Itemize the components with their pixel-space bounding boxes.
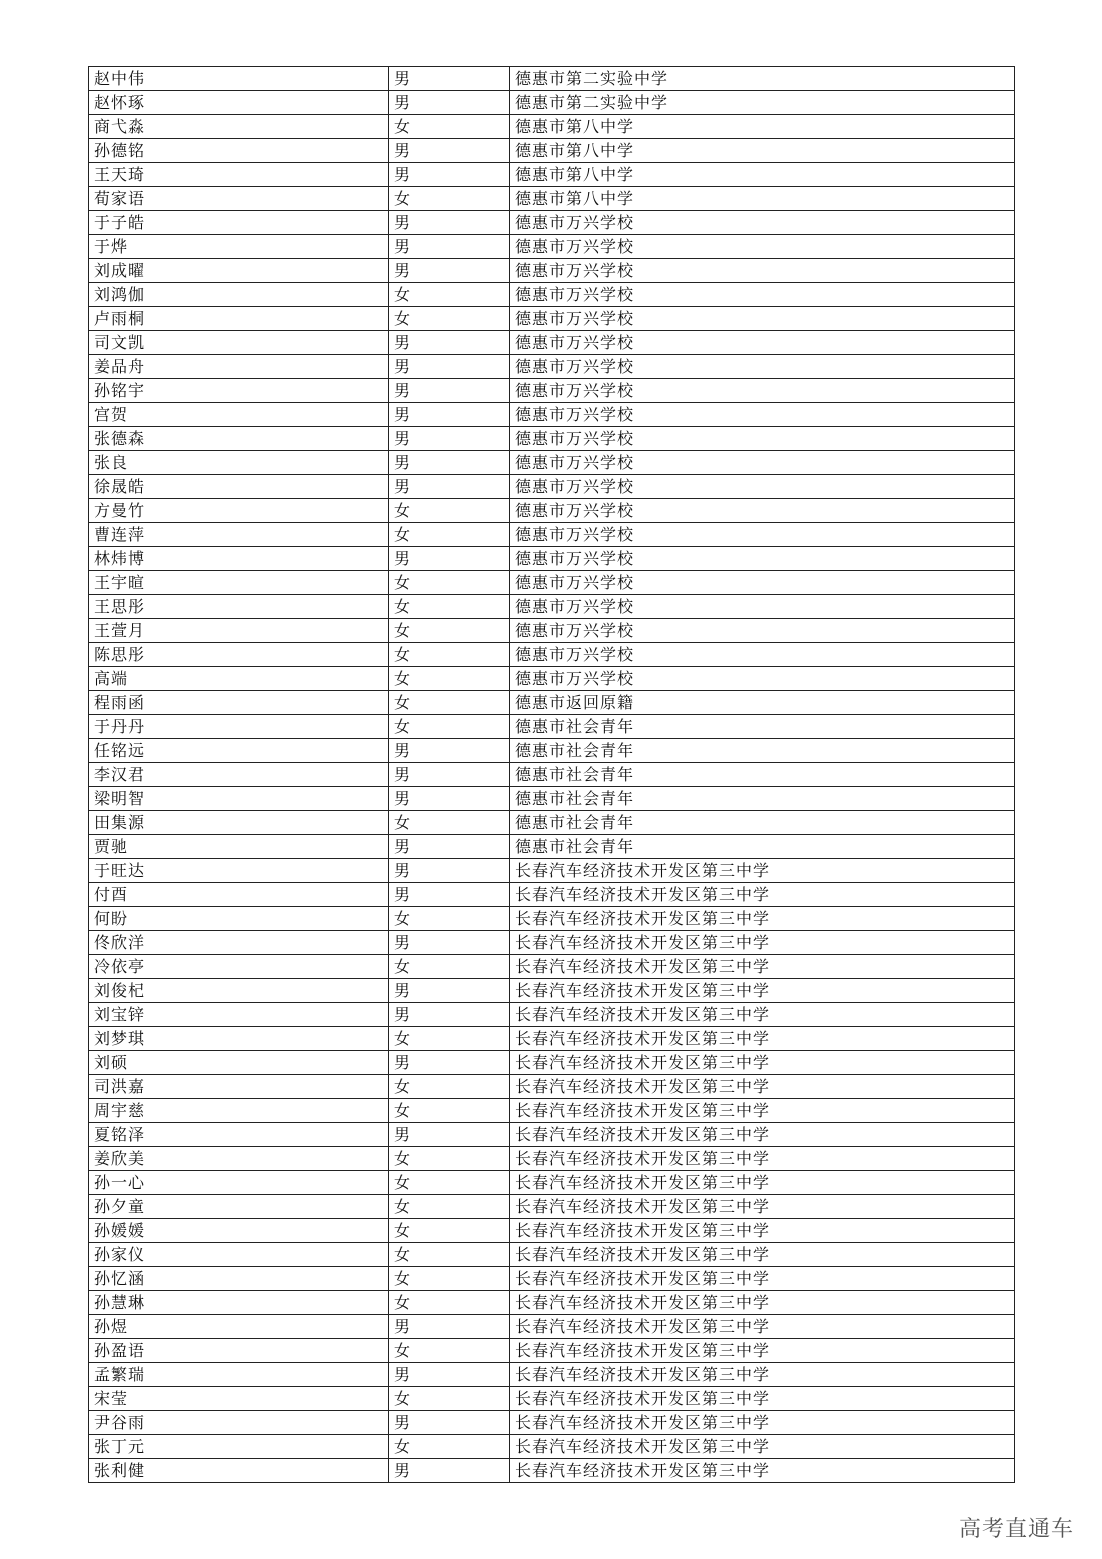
name-cell: 冷依亭 <box>89 955 389 979</box>
gender-cell: 女 <box>389 1075 510 1099</box>
name-cell: 方曼竹 <box>89 499 389 523</box>
school-cell: 长春汽车经济技术开发区第三中学 <box>510 859 1015 883</box>
table-row <box>89 547 1015 571</box>
table-row <box>89 1315 1015 1339</box>
table-row <box>89 1363 1015 1387</box>
name-cell: 刘俊杞 <box>89 979 389 1003</box>
school-cell: 德惠市第八中学 <box>510 139 1015 163</box>
gender-cell: 女 <box>389 907 510 931</box>
table-row <box>89 955 1015 979</box>
table-row <box>89 1339 1015 1363</box>
table-row <box>89 643 1015 667</box>
school-cell: 德惠市万兴学校 <box>510 307 1015 331</box>
school-cell: 长春汽车经济技术开发区第三中学 <box>510 907 1015 931</box>
table-row <box>89 667 1015 691</box>
school-cell: 德惠市万兴学校 <box>510 643 1015 667</box>
name-cell: 张利健 <box>89 1459 389 1483</box>
table-row <box>89 1075 1015 1099</box>
school-cell: 德惠市社会青年 <box>510 811 1015 835</box>
school-cell: 德惠市社会青年 <box>510 739 1015 763</box>
table-row <box>89 523 1015 547</box>
gender-cell: 男 <box>389 403 510 427</box>
school-cell: 德惠市万兴学校 <box>510 667 1015 691</box>
table-row <box>89 787 1015 811</box>
name-cell: 孙德铭 <box>89 139 389 163</box>
name-cell: 赵怀琢 <box>89 91 389 115</box>
name-cell: 李汉君 <box>89 763 389 787</box>
school-cell: 德惠市万兴学校 <box>510 283 1015 307</box>
table-row <box>89 451 1015 475</box>
name-cell: 佟欣洋 <box>89 931 389 955</box>
gender-cell: 男 <box>389 259 510 283</box>
gender-cell: 男 <box>389 139 510 163</box>
name-cell: 林炜博 <box>89 547 389 571</box>
school-cell: 长春汽车经济技术开发区第三中学 <box>510 1291 1015 1315</box>
school-cell: 长春汽车经济技术开发区第三中学 <box>510 1315 1015 1339</box>
school-cell: 长春汽车经济技术开发区第三中学 <box>510 1123 1015 1147</box>
gender-cell: 男 <box>389 1003 510 1027</box>
roster-body <box>89 67 1015 1483</box>
gender-cell: 女 <box>389 307 510 331</box>
table-row <box>89 1219 1015 1243</box>
table-row <box>89 1435 1015 1459</box>
name-cell: 司文凯 <box>89 331 389 355</box>
roster-table <box>88 66 1015 1483</box>
gender-cell: 男 <box>389 163 510 187</box>
name-cell: 孙盈语 <box>89 1339 389 1363</box>
name-cell: 卢雨桐 <box>89 307 389 331</box>
gender-cell: 女 <box>389 1435 510 1459</box>
gender-cell: 女 <box>389 715 510 739</box>
name-cell: 姜欣美 <box>89 1147 389 1171</box>
name-cell: 荀家语 <box>89 187 389 211</box>
gender-cell: 男 <box>389 835 510 859</box>
gender-cell: 女 <box>389 955 510 979</box>
table-row <box>89 883 1015 907</box>
table-row <box>89 259 1015 283</box>
name-cell: 高端 <box>89 667 389 691</box>
school-cell: 长春汽车经济技术开发区第三中学 <box>510 1219 1015 1243</box>
school-cell: 德惠市万兴学校 <box>510 619 1015 643</box>
gender-cell: 女 <box>389 1243 510 1267</box>
table-row <box>89 859 1015 883</box>
name-cell: 王萱月 <box>89 619 389 643</box>
school-cell: 德惠市社会青年 <box>510 715 1015 739</box>
table-row <box>89 211 1015 235</box>
name-cell: 宫贺 <box>89 403 389 427</box>
table-row <box>89 571 1015 595</box>
gender-cell: 女 <box>389 499 510 523</box>
school-cell: 德惠市万兴学校 <box>510 427 1015 451</box>
school-cell: 长春汽车经济技术开发区第三中学 <box>510 1195 1015 1219</box>
gender-cell: 男 <box>389 91 510 115</box>
table-row <box>89 1291 1015 1315</box>
gender-cell: 男 <box>389 355 510 379</box>
gender-cell: 女 <box>389 115 510 139</box>
school-cell: 德惠市第八中学 <box>510 187 1015 211</box>
table-row <box>89 475 1015 499</box>
table-row <box>89 1123 1015 1147</box>
school-cell: 长春汽车经济技术开发区第三中学 <box>510 883 1015 907</box>
school-cell: 德惠市第八中学 <box>510 163 1015 187</box>
table-row <box>89 187 1015 211</box>
gender-cell: 男 <box>389 931 510 955</box>
name-cell: 孙煜 <box>89 1315 389 1339</box>
name-cell: 孙一心 <box>89 1171 389 1195</box>
gender-cell: 男 <box>389 331 510 355</box>
gender-cell: 女 <box>389 643 510 667</box>
gender-cell: 男 <box>389 475 510 499</box>
school-cell: 长春汽车经济技术开发区第三中学 <box>510 1027 1015 1051</box>
name-cell: 梁明智 <box>89 787 389 811</box>
name-cell: 孙媛媛 <box>89 1219 389 1243</box>
table-row <box>89 403 1015 427</box>
table-row <box>89 763 1015 787</box>
name-cell: 徐晟皓 <box>89 475 389 499</box>
school-cell: 德惠市万兴学校 <box>510 355 1015 379</box>
school-cell: 德惠市第八中学 <box>510 115 1015 139</box>
gender-cell: 女 <box>389 1171 510 1195</box>
gender-cell: 女 <box>389 1099 510 1123</box>
school-cell: 长春汽车经济技术开发区第三中学 <box>510 1459 1015 1483</box>
table-row <box>89 331 1015 355</box>
name-cell: 张丁元 <box>89 1435 389 1459</box>
name-cell: 孟繁瑞 <box>89 1363 389 1387</box>
school-cell: 德惠市万兴学校 <box>510 547 1015 571</box>
gender-cell: 男 <box>389 235 510 259</box>
table-row <box>89 1147 1015 1171</box>
name-cell: 贾驰 <box>89 835 389 859</box>
gender-cell: 女 <box>389 1219 510 1243</box>
name-cell: 曹连萍 <box>89 523 389 547</box>
gender-cell: 男 <box>389 1051 510 1075</box>
table-row <box>89 595 1015 619</box>
school-cell: 德惠市万兴学校 <box>510 499 1015 523</box>
table-row <box>89 931 1015 955</box>
table-row <box>89 1411 1015 1435</box>
name-cell: 宋莹 <box>89 1387 389 1411</box>
name-cell: 于丹丹 <box>89 715 389 739</box>
table-row <box>89 115 1015 139</box>
name-cell: 张德森 <box>89 427 389 451</box>
name-cell: 王天琦 <box>89 163 389 187</box>
gender-cell: 女 <box>389 595 510 619</box>
school-cell: 德惠市社会青年 <box>510 763 1015 787</box>
school-cell: 德惠市万兴学校 <box>510 211 1015 235</box>
name-cell: 刘宝锌 <box>89 1003 389 1027</box>
school-cell: 德惠市社会青年 <box>510 835 1015 859</box>
gender-cell: 男 <box>389 451 510 475</box>
table-row <box>89 1387 1015 1411</box>
name-cell: 张良 <box>89 451 389 475</box>
table-row <box>89 1051 1015 1075</box>
name-cell: 司洪嘉 <box>89 1075 389 1099</box>
name-cell: 夏铭泽 <box>89 1123 389 1147</box>
name-cell: 何盼 <box>89 907 389 931</box>
table-row <box>89 139 1015 163</box>
name-cell: 孙忆涵 <box>89 1267 389 1291</box>
school-cell: 德惠市万兴学校 <box>510 331 1015 355</box>
gender-cell: 男 <box>389 787 510 811</box>
school-cell: 长春汽车经济技术开发区第三中学 <box>510 1435 1015 1459</box>
gender-cell: 女 <box>389 1291 510 1315</box>
gender-cell: 女 <box>389 1267 510 1291</box>
school-cell: 长春汽车经济技术开发区第三中学 <box>510 1387 1015 1411</box>
school-cell: 长春汽车经济技术开发区第三中学 <box>510 1363 1015 1387</box>
gender-cell: 男 <box>389 547 510 571</box>
name-cell: 刘硕 <box>89 1051 389 1075</box>
school-cell: 长春汽车经济技术开发区第三中学 <box>510 1171 1015 1195</box>
name-cell: 刘鸿伽 <box>89 283 389 307</box>
table-row <box>89 1003 1015 1027</box>
table-row <box>89 1195 1015 1219</box>
gender-cell: 男 <box>389 427 510 451</box>
school-cell: 长春汽车经济技术开发区第三中学 <box>510 1339 1015 1363</box>
school-cell: 德惠市万兴学校 <box>510 403 1015 427</box>
gender-cell: 女 <box>389 523 510 547</box>
school-cell: 德惠市万兴学校 <box>510 451 1015 475</box>
name-cell: 赵中伟 <box>89 67 389 91</box>
name-cell: 王思彤 <box>89 595 389 619</box>
name-cell: 于子皓 <box>89 211 389 235</box>
name-cell: 任铭远 <box>89 739 389 763</box>
gender-cell: 男 <box>389 1123 510 1147</box>
school-cell: 长春汽车经济技术开发区第三中学 <box>510 1243 1015 1267</box>
school-cell: 德惠市第二实验中学 <box>510 67 1015 91</box>
table-row <box>89 1099 1015 1123</box>
name-cell: 孙夕童 <box>89 1195 389 1219</box>
name-cell: 周宇慈 <box>89 1099 389 1123</box>
table-row <box>89 1171 1015 1195</box>
table-row <box>89 163 1015 187</box>
school-cell: 长春汽车经济技术开发区第三中学 <box>510 955 1015 979</box>
gender-cell: 女 <box>389 283 510 307</box>
gender-cell: 男 <box>389 883 510 907</box>
school-cell: 长春汽车经济技术开发区第三中学 <box>510 1147 1015 1171</box>
name-cell: 刘成曜 <box>89 259 389 283</box>
watermark: 高考直通车 <box>958 1517 1074 1542</box>
name-cell: 尹谷雨 <box>89 1411 389 1435</box>
school-cell: 德惠市万兴学校 <box>510 475 1015 499</box>
table-row <box>89 307 1015 331</box>
name-cell: 王宇暄 <box>89 571 389 595</box>
name-cell: 孙家仪 <box>89 1243 389 1267</box>
gender-cell: 男 <box>389 739 510 763</box>
school-cell: 德惠市返回原籍 <box>510 691 1015 715</box>
gender-cell: 男 <box>389 859 510 883</box>
gender-cell: 女 <box>389 187 510 211</box>
school-cell: 长春汽车经济技术开发区第三中学 <box>510 1003 1015 1027</box>
table-row <box>89 1027 1015 1051</box>
school-cell: 德惠市万兴学校 <box>510 259 1015 283</box>
name-cell: 于旺达 <box>89 859 389 883</box>
school-cell: 长春汽车经济技术开发区第三中学 <box>510 979 1015 1003</box>
gender-cell: 女 <box>389 1027 510 1051</box>
school-cell: 德惠市社会青年 <box>510 787 1015 811</box>
table-row <box>89 1459 1015 1483</box>
school-cell: 德惠市万兴学校 <box>510 595 1015 619</box>
school-cell: 德惠市万兴学校 <box>510 571 1015 595</box>
name-cell: 陈思彤 <box>89 643 389 667</box>
gender-cell: 男 <box>389 67 510 91</box>
school-cell: 长春汽车经济技术开发区第三中学 <box>510 931 1015 955</box>
gender-cell: 女 <box>389 691 510 715</box>
school-cell: 长春汽车经济技术开发区第三中学 <box>510 1051 1015 1075</box>
table-row <box>89 379 1015 403</box>
gender-cell: 女 <box>389 619 510 643</box>
table-row <box>89 1267 1015 1291</box>
name-cell: 于烨 <box>89 235 389 259</box>
gender-cell: 男 <box>389 1411 510 1435</box>
table-row <box>89 67 1015 91</box>
gender-cell: 男 <box>389 1459 510 1483</box>
name-cell: 孙慧琳 <box>89 1291 389 1315</box>
table-row <box>89 355 1015 379</box>
table-row <box>89 979 1015 1003</box>
table-row <box>89 91 1015 115</box>
table-row <box>89 739 1015 763</box>
table-row <box>89 835 1015 859</box>
table-row <box>89 1243 1015 1267</box>
gender-cell: 女 <box>389 1339 510 1363</box>
school-cell: 长春汽车经济技术开发区第三中学 <box>510 1099 1015 1123</box>
school-cell: 德惠市第二实验中学 <box>510 91 1015 115</box>
gender-cell: 男 <box>389 1363 510 1387</box>
table-row <box>89 235 1015 259</box>
school-cell: 长春汽车经济技术开发区第三中学 <box>510 1411 1015 1435</box>
table-row <box>89 619 1015 643</box>
school-cell: 德惠市万兴学校 <box>510 235 1015 259</box>
gender-cell: 男 <box>389 763 510 787</box>
gender-cell: 男 <box>389 979 510 1003</box>
school-cell: 德惠市万兴学校 <box>510 379 1015 403</box>
table-row <box>89 715 1015 739</box>
table-row <box>89 907 1015 931</box>
school-cell: 长春汽车经济技术开发区第三中学 <box>510 1075 1015 1099</box>
gender-cell: 男 <box>389 211 510 235</box>
table-row <box>89 499 1015 523</box>
name-cell: 孙铭宇 <box>89 379 389 403</box>
name-cell: 付酉 <box>89 883 389 907</box>
table-row <box>89 283 1015 307</box>
name-cell: 商弋淼 <box>89 115 389 139</box>
gender-cell: 女 <box>389 667 510 691</box>
gender-cell: 女 <box>389 811 510 835</box>
name-cell: 田集源 <box>89 811 389 835</box>
table-row <box>89 811 1015 835</box>
gender-cell: 女 <box>389 1195 510 1219</box>
table-row <box>89 691 1015 715</box>
school-cell: 德惠市万兴学校 <box>510 523 1015 547</box>
gender-cell: 男 <box>389 379 510 403</box>
gender-cell: 男 <box>389 1315 510 1339</box>
name-cell: 姜品舟 <box>89 355 389 379</box>
gender-cell: 女 <box>389 1147 510 1171</box>
school-cell: 长春汽车经济技术开发区第三中学 <box>510 1267 1015 1291</box>
table-row <box>89 427 1015 451</box>
name-cell: 程雨函 <box>89 691 389 715</box>
gender-cell: 女 <box>389 1387 510 1411</box>
name-cell: 刘梦琪 <box>89 1027 389 1051</box>
gender-cell: 女 <box>389 571 510 595</box>
